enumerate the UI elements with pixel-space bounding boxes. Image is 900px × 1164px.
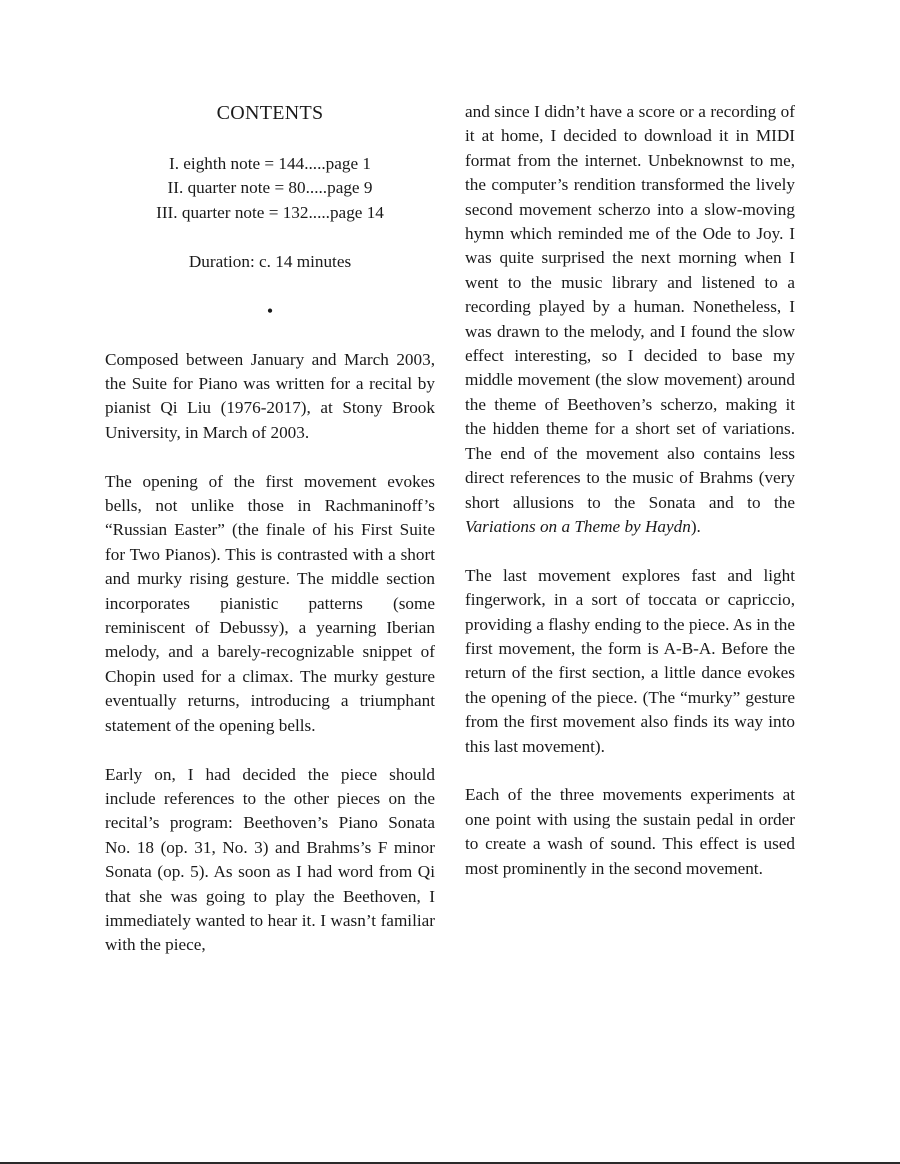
right-column: [465, 100, 795, 881]
separator-bullet: •: [266, 300, 274, 321]
paragraph-first-movement: The opening of the first movement evokes bells, not unlike those in Rachmaninoff’s “Russian Easter” (the finale of his First Suite for Two Pianos). This is contrasted with a short and murky rising gesture. The middle section incorporates pianistic patterns (some reminiscent of Debussy), a yearning Iberian melody, and a barely-recognizable snippet of Chopin used for a climax. The murky gesture eventually returns, introducing a triumphant statement of the opening bells.: [105, 471, 435, 735]
contents-title: CONTENTS: [216, 102, 324, 124]
duration-text: Duration: c. 14 minutes: [188, 252, 352, 272]
references-continued-text: and since I didn’t have a score or a recording of it at home, I decided to download it in MIDI format from the internet. Unbeknownst to me, the computer’s rendition transformed the lively second movement scherzo into a slow-moving hymn which reminded me of the Ode to Joy. I was quite surprised the next morning when I went to the music library and listened to a recording played by a human. Nonetheless, I was drawn to the melody, and I found the slow effect interesting, so I decided to base my middle movement (the slow movement) around the theme of Beethoven’s scherzo, making it the hidden theme for a short set of variations. The end of the movement also contains less direct references to the music of Brahms (very short allusions to the Sonata and to the: [465, 102, 795, 512]
paragraph-last-movement: The last movement explores fast and light fingerwork, in a sort of toccata or capriccio, providing a flashy ending to the piece. As in the first movement, the form is A-B-A. Before the return of the first section, a little dance evokes the opening of the piece. (The “murky” gesture from the first movement also finds its way into this last movement).: [465, 565, 795, 756]
left-column: [105, 100, 435, 958]
references-italic-title: Variations on a Theme by Haydn: [465, 516, 691, 536]
contents-item: II. quarter note = 80.....page 9: [167, 178, 373, 198]
paragraph-composition: Composed between January and March 2003, the Suite for Piano was written for a recital by pianist Qi Liu (1976-2017), at Stony Brook University, in March of 2003.: [105, 349, 435, 442]
contents-item: III. quarter note = 132.....page 14: [156, 202, 384, 222]
contents-list: [105, 152, 435, 225]
paragraph-references: Early on, I had decided the piece should include references to the other pieces on the recital’s program: Beethoven’s Piano Sonata No. 18 (op. 31, No. 3) and Brahms’s F minor Sonata (op. 5). As soon as I had word from Qi that she was going to play the Beethoven, I immediately wanted to hear it. I wasn’t familiar with the piece,: [105, 764, 435, 955]
references-end: ).: [690, 516, 701, 536]
contents-item: I. eighth note = 144.....page 1: [168, 154, 372, 173]
paragraph-sustain-pedal: Each of the three movements experiments at one point with using the sustain pedal in order to create a wash of sound. This effect is used most prominently in the second movement.: [465, 785, 795, 878]
paragraph-references-continued: [465, 100, 795, 539]
